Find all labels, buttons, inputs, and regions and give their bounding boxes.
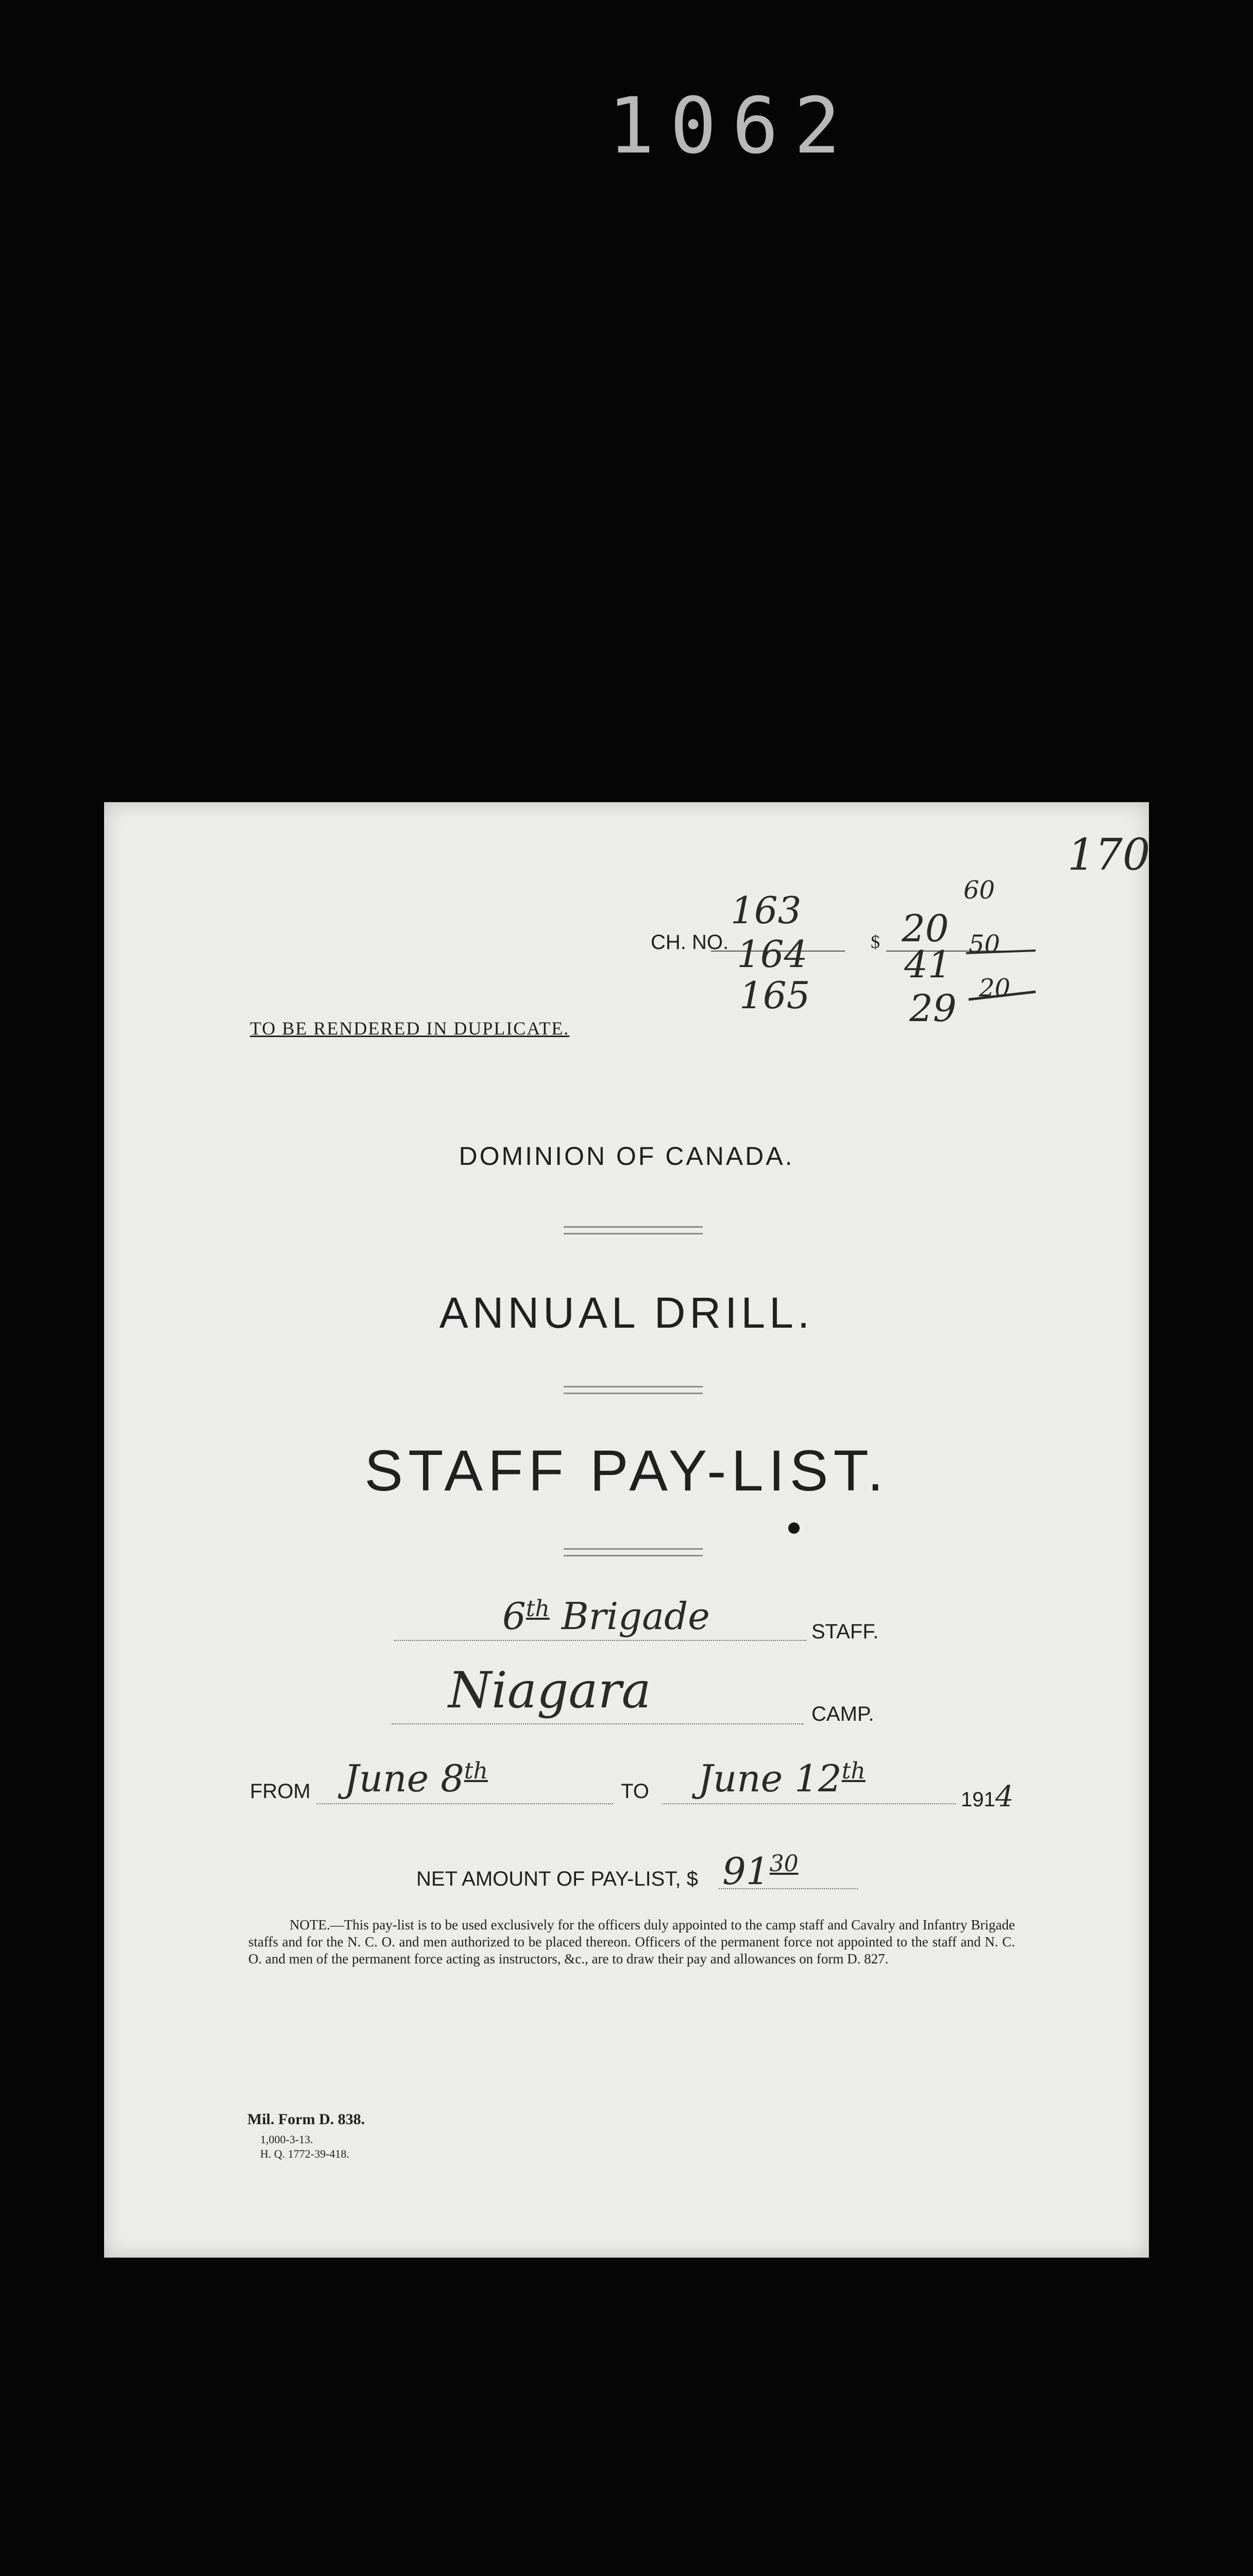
cheque-number-3: 165 [739, 974, 810, 1017]
form-print-run: 1,000-3-13. [260, 2133, 313, 2146]
staff-field-rule [394, 1640, 806, 1641]
cheque-dollar-sign: $ [871, 931, 880, 952]
net-amount-label: NET AMOUNT OF PAY-LIST, $ [416, 1868, 698, 1890]
form-hq-reference: H. Q. 1772-39-418. [260, 2147, 349, 2160]
ink-spot [788, 1522, 800, 1534]
net-amount-value [722, 1850, 799, 1893]
dominion-heading: DOMINION OF CANADA. [459, 1142, 794, 1171]
staff-brigade: Brigade [561, 1595, 710, 1638]
cheque-number-1: 163 [731, 889, 802, 932]
to-field-rule [662, 1803, 956, 1804]
net-amount-dollars: 91 [722, 1850, 770, 1893]
to-date-suffix: th [841, 1758, 866, 1784]
cheque-cents-1: 60 [963, 876, 995, 905]
staff-label: STAFF. [811, 1620, 879, 1643]
staff-field-value [502, 1595, 710, 1638]
cheque-cents-strokes [963, 948, 1041, 1010]
to-date: June 12 [698, 1757, 842, 1800]
divider-rule-2 [564, 1386, 703, 1394]
camp-field-rule [392, 1723, 804, 1724]
page-number-mark: 170 [1068, 829, 1150, 880]
from-field-value [344, 1757, 488, 1800]
camp-label: CAMP. [811, 1703, 874, 1725]
camp-field-value: Niagara [448, 1662, 651, 1719]
cheque-number-label: CH. NO. [651, 931, 729, 954]
from-field-rule [317, 1803, 613, 1804]
cheque-amount-3: 29 [909, 987, 957, 1030]
to-label: TO [621, 1780, 649, 1803]
to-field-value [698, 1757, 866, 1800]
usage-note: NOTE.—This pay-list is to be used exclusively for the officers duly appointed to the camp staff and Cavalry and Infantry Brigade staffs and for the N. C. O. and men authorized to be placed thereon. Officers of the permanent force not appointed to the staff and N. C. O. and men of the permanent force acting as instructors, &c., are to draw their pay and allowances on form D. 827. [248, 1917, 1015, 1967]
cheque-amount-2: 41 [904, 943, 952, 986]
annual-drill-heading: ANNUAL DRILL. [439, 1289, 814, 1337]
form-number: Mil. Form D. 838. [247, 2111, 365, 2128]
staff-number: 6 [502, 1595, 526, 1638]
cheque-cents-2: 50 [969, 930, 1001, 959]
from-date: June 8 [344, 1757, 464, 1800]
divider-rule-3 [564, 1548, 703, 1556]
year-handwritten: 4 [995, 1780, 1014, 1814]
staff-number-suffix: th [526, 1596, 550, 1622]
cheque-amount-1: 20 [902, 907, 949, 950]
cheque-number-2: 164 [737, 933, 808, 976]
cheque-cents-3: 20 [979, 974, 1011, 1003]
staff-pay-list-title: STAFF PAY-LIST. [364, 1438, 889, 1503]
from-date-suffix: th [464, 1758, 488, 1784]
from-label: FROM [250, 1780, 311, 1803]
year-printed: 191 [961, 1788, 995, 1811]
duplicate-notice: TO BE RENDERED IN DUPLICATE. [250, 1018, 570, 1039]
year-label [961, 1780, 1013, 1814]
divider-rule-1 [564, 1226, 703, 1234]
microfilm-frame-number: 1062 [608, 81, 856, 171]
net-amount-cents: 30 [769, 1851, 799, 1877]
